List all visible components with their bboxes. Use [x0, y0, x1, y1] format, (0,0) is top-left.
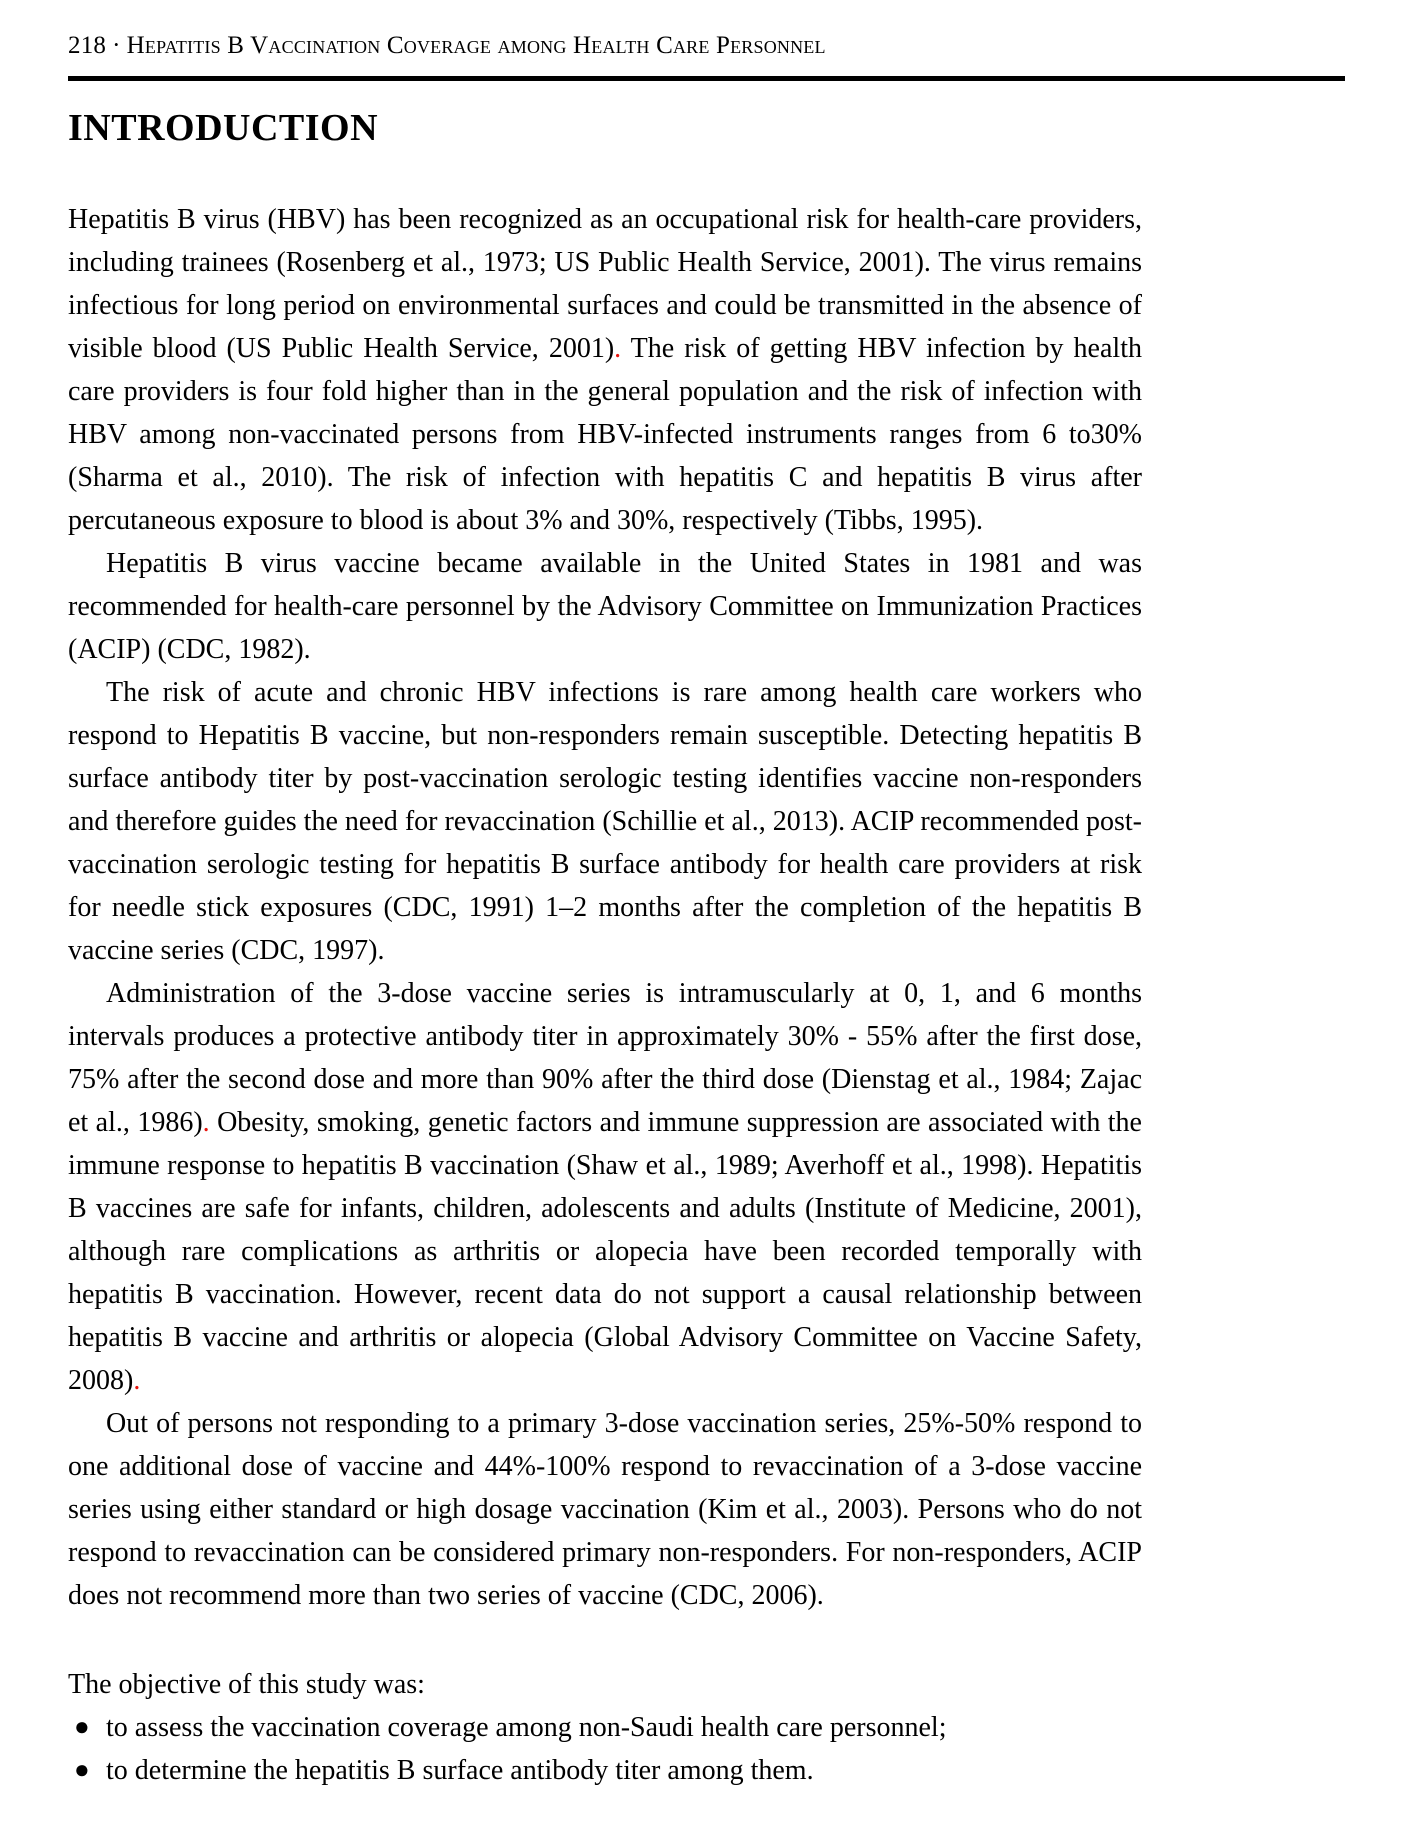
- red-period: .: [614, 333, 622, 364]
- paragraph-text: Out of persons not responding to a primary 3-dose vaccination series, 25%-50% respond to one additional dose of vaccine and 44%-100% respond to revaccination of a 3-dose vaccine series using either standard or high dosage vaccination (Kim et al., 2003). Persons who do not respond to revaccination can be considered primary non-responders. For non-responders, ACIP does not recommend more than two series of vaccine (CDC, 2006).: [68, 1408, 1142, 1611]
- body-paragraphs: [68, 198, 1142, 1617]
- paragraph-text: Obesity, smoking, genetic factors and immune suppression are associated with the immune response to hepatitis B vaccination (Shaw et al., 1989; Averhoff et al., 1998). Hepatitis B vaccines are safe for infants, children, adolescents and adults (Institute of Medicine, 2001), although rare complications as arthritis or alopecia have been recorded temporally with hepatitis B vaccination. However, recent data do not support a causal relationship between hepatitis B vaccine and arthritis or alopecia (Global Advisory Committee on Vaccine Safety, 2008): [68, 1107, 1142, 1396]
- objective-item-text: to determine the hepatitis B surface antibody titer among them.: [106, 1755, 814, 1786]
- header-rule: [68, 76, 1345, 81]
- paragraph: [68, 972, 1142, 1402]
- running-title: Hepatitis B Vaccination Coverage among Health Care Personnel: [126, 32, 826, 59]
- paragraph: [68, 542, 1142, 671]
- section-heading: INTRODUCTION: [68, 107, 379, 149]
- page-content: [68, 106, 1142, 1792]
- paragraph-text: The risk of acute and chronic HBV infections is rare among health care workers who respond to Hepatitis B vaccine, but non-responders remain susceptible. Detecting hepatitis B surface antibody titer by post-vaccination serologic testing identifies vaccine non-responders and therefore guides the need for revaccination (Schillie et al., 2013). ACIP recommended post-vaccination serologic testing for hepatitis B surface antibody for health care providers at risk for needle stick exposures (CDC, 1991) 1–2 months after the completion of the hepatitis B vaccine series (CDC, 1997).: [68, 677, 1142, 966]
- red-period: .: [202, 1107, 210, 1138]
- paragraph-text: Hepatitis B virus vaccine became available in the United States in 1981 and was recommended for health-care personnel by the Advisory Committee on Immunization Practices (ACIP) (CDC, 1982).: [68, 548, 1142, 665]
- red-period: .: [133, 1365, 141, 1396]
- paragraph-text: The risk of getting HBV infection by health care providers is four fold higher than in the general population and the risk of infection with HBV among non-vaccinated persons from HBV-infected instruments ranges from 6 to30% (Sharma et al., 2010). The risk of infection with hepatitis C and hepatitis B virus after percutaneous exposure to blood is about 3% and 30%, respectively (Tibbs, 1995).: [68, 333, 1142, 536]
- objective-lead: The objective of this study was:: [68, 1669, 425, 1700]
- paragraph-text: Administration of the 3-dose vaccine series is intramuscularly at 0, 1, and 6 months intervals produces a protective antibody titer in approximately 30% - 55% after the first dose, 75% after the second dose and more than 90% after the third dose (Dienstag et al., 1984; Zajac et al., 1986): [68, 978, 1142, 1138]
- objective-block: [68, 1663, 1142, 1792]
- running-header: [68, 32, 826, 60]
- page-number: 218: [68, 32, 107, 59]
- objective-list: [68, 1706, 1142, 1792]
- paragraph-text: Hepatitis B virus (HBV) has been recognized as an occupational risk for health-care providers, including trainees (Rosenberg et al., 1973; US Public Health Service, 2001). The virus remains infectious for long period on environmental surfaces and could be transmitted in the absence of visible blood (US Public Health Service, 2001): [68, 204, 1142, 364]
- bullet-icon: ●: [74, 1712, 90, 1741]
- paragraph: [68, 198, 1142, 542]
- objective-item: [68, 1749, 1142, 1792]
- paragraph: [68, 1402, 1142, 1617]
- objective-item-text: to assess the vaccination coverage among non-Saudi health care personnel;: [106, 1712, 947, 1743]
- objective-item: [68, 1706, 1142, 1749]
- paragraph: [68, 671, 1142, 972]
- header-separator: ·: [112, 32, 121, 59]
- bullet-icon: ●: [74, 1755, 90, 1784]
